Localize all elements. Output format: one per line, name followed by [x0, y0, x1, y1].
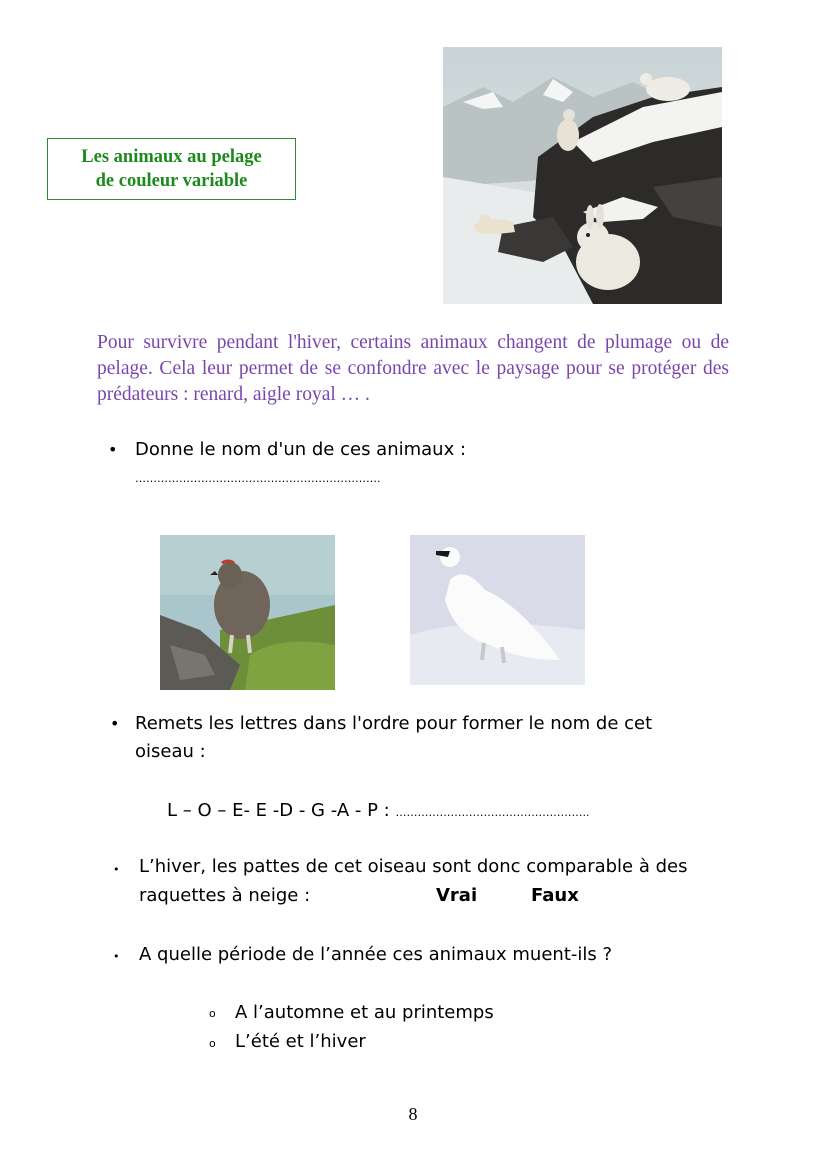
scrambled-letters [167, 797, 589, 827]
question-2-line-1: Remets les lettres dans l'ordre pour former le nom de cet [135, 713, 653, 734]
question-4 [113, 941, 120, 971]
question-1 [108, 436, 117, 464]
option-false[interactable]: Faux [531, 885, 579, 906]
option-bullet-2: o [209, 1037, 216, 1050]
page-title [81, 145, 261, 193]
question-2-line-2: oiseau : [135, 741, 206, 762]
intro-paragraph: Pour survivre pendant l'hiver, certains animaux changent de plumage ou de pelage. Cela leur permet de se confondre avec le paysage pour se protéger des prédateurs : renard, aigle royal … . [97, 332, 729, 405]
letters: L – O – E- E -D - G -A - P : [167, 800, 390, 821]
bullet: • [110, 714, 120, 733]
bullet: • [108, 440, 118, 459]
ptarmigan-summer-photo [160, 535, 335, 690]
question-3-line-2: raquettes à neige : [139, 885, 311, 906]
option-summer-winter[interactable]: L’été et l’hiver [235, 1031, 366, 1052]
option-autumn-spring[interactable]: A l’automne et au printemps [235, 1002, 494, 1023]
question-3-line-1: L’hiver, les pattes de cet oiseau sont donc comparable à des [139, 856, 688, 877]
answer-line-1[interactable]: …………………………………………………………. [135, 472, 381, 485]
diorama-photo [443, 47, 722, 304]
question-2 [110, 710, 119, 738]
bullet: • [113, 950, 120, 963]
title-box [47, 138, 296, 200]
question-1-text: Donne le nom d'un de ces animaux : [135, 439, 467, 460]
bullet: • [113, 863, 120, 876]
option-bullet-1: o [209, 1007, 216, 1020]
option-true[interactable]: Vrai [436, 885, 478, 906]
question-3 [113, 854, 120, 884]
page-number: 8 [408, 1104, 418, 1124]
title-line-1: Les animaux au pelage [81, 147, 262, 167]
ptarmigan-winter-photo [410, 535, 585, 685]
answer-line-2[interactable]: …………………………………………….. [395, 806, 590, 819]
title-line-2: de couleur variable [95, 171, 248, 191]
question-4-text: A quelle période de l’année ces animaux muent-ils ? [139, 944, 613, 965]
